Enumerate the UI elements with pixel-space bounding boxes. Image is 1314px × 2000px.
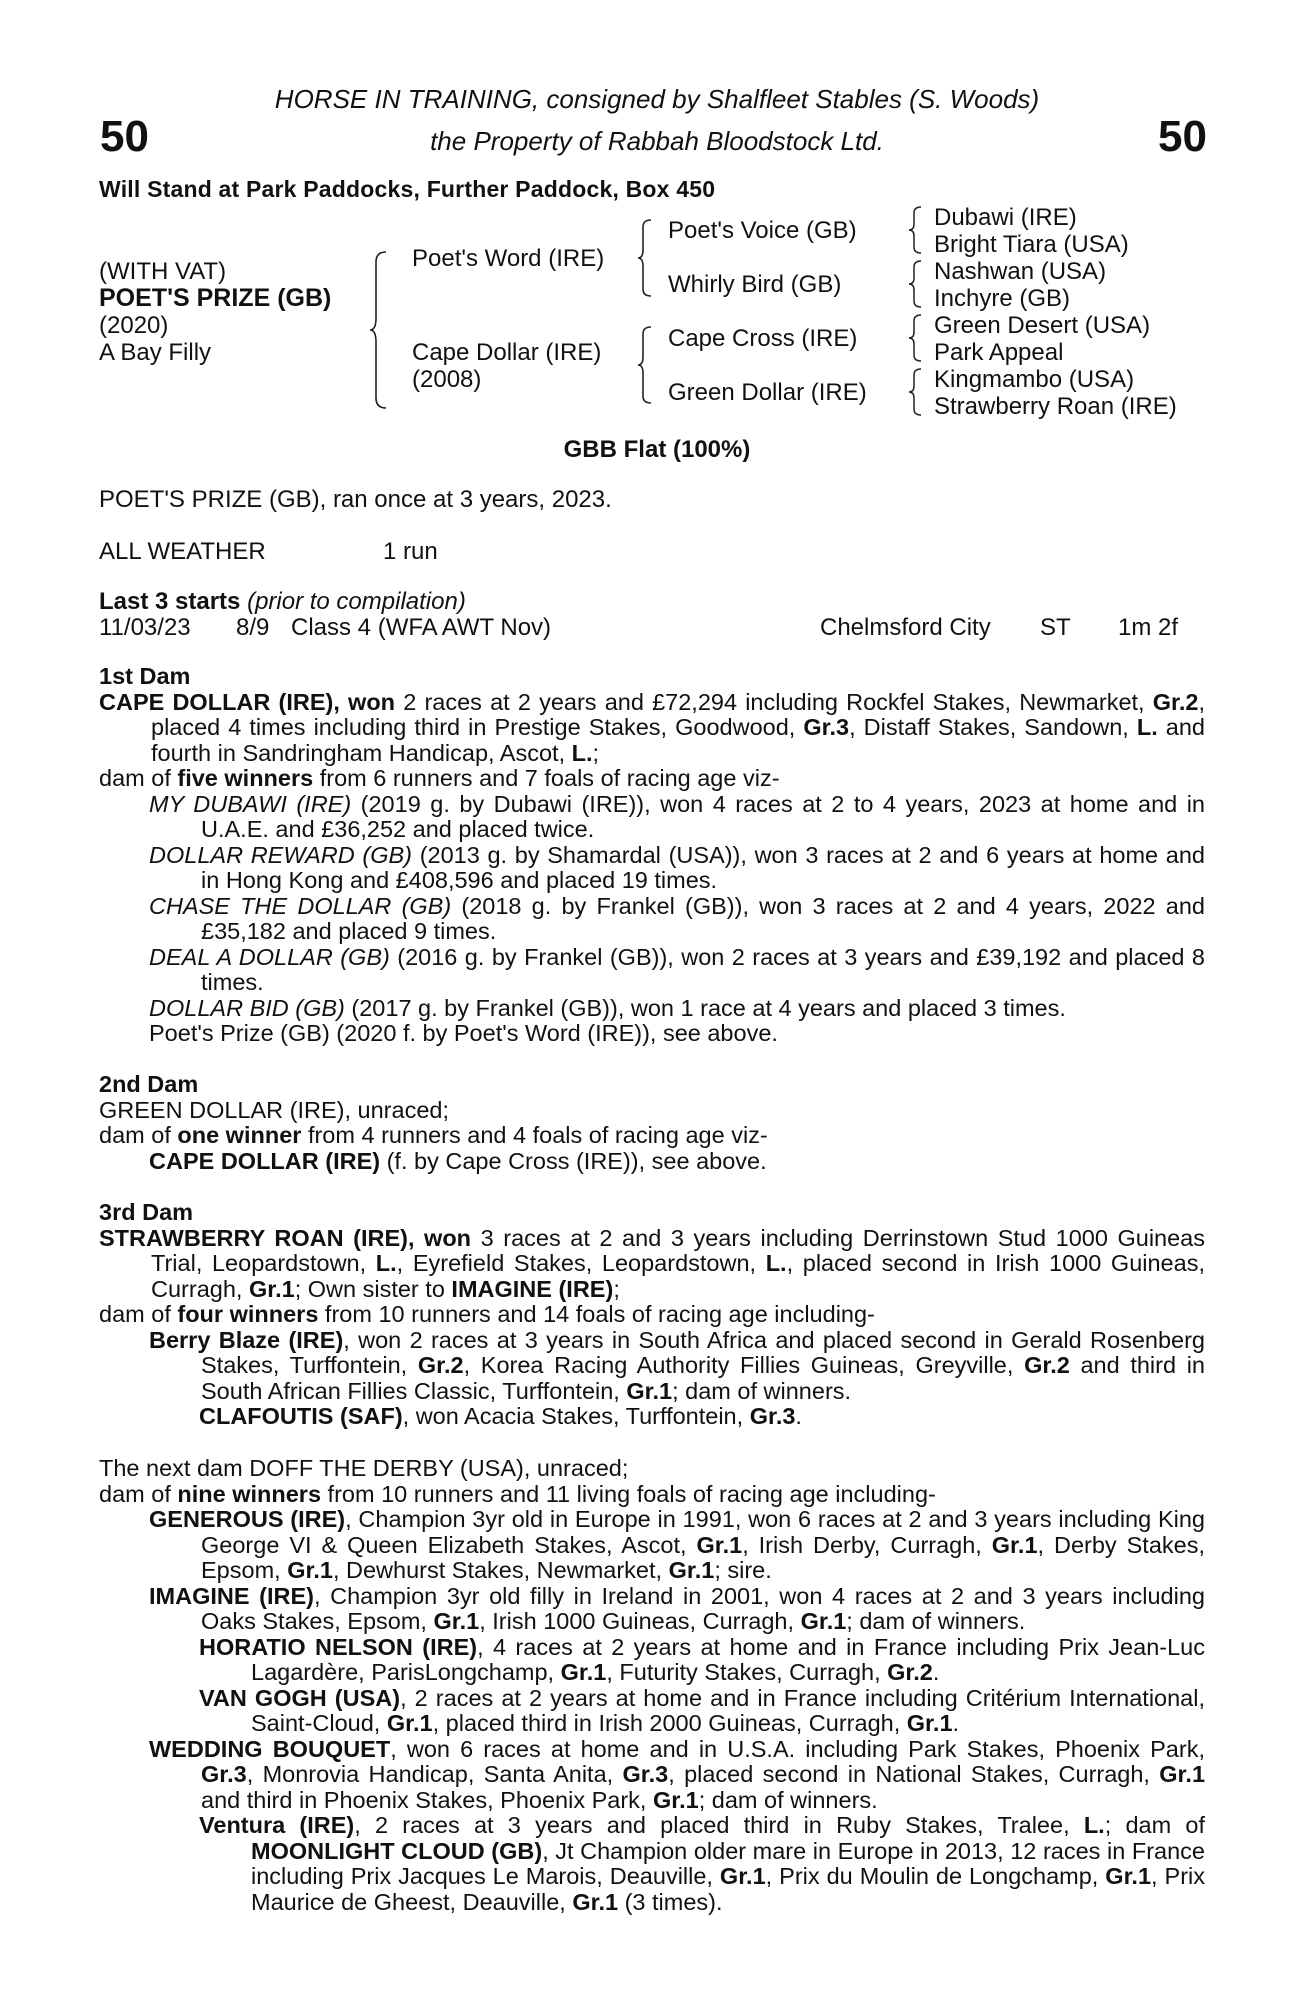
dam-name: Cape Dollar (IRE) [412,339,602,366]
dds: Kingmambo (USA) [934,366,1135,393]
first-dam-produce-summary: dam of five winners from 6 runners and 7 foals of racing age viz- [99,765,780,791]
list-item: Ventura (IRE), 2 races at 3 years and placed third in Ruby Stakes, Tralee, L.; dam of MOONLIGHT CLOUD (GB), Jt Champion older mare in Europe in 2013, 12 races in France including Prix Jacques Le Marois, Deauville, Gr.1, Prix du Moulin de Longchamp, Gr.1, Prix Maurice de Gheest, Deauville, Gr.1 (3 times). [199,1812,1205,1915]
sss: Dubawi (IRE) [934,204,1077,231]
list-item: CLAFOUTIS (SAF), won Acacia Stakes, Turffontein, Gr.3. [199,1403,802,1429]
vat-label: (WITH VAT) [99,258,227,285]
third-dam-produce-summary: dam of four winners from 10 runners and 14 foals of racing age including- [99,1301,875,1327]
third-dam-record: STRAWBERRY ROAN (IRE), won 3 races at 2 and 3 years including Derrinstown Stud 1000 Guineas Trial, Leopardstown, L., Eyrefield Stakes, Leopardstown, L., placed second in Irish 1000 Guineas, Curragh, Gr.1; Own sister to IMAGINE (IRE); [99,1224,1205,1302]
dam-year: (2008) [412,366,482,393]
brace-icon [907,313,923,363]
second-dam-produce-summary: dam of one winner from 4 runners and 4 foals of racing age viz- [99,1122,768,1148]
list-item: HORATIO NELSON (IRE), 4 races at 2 years at home and in France including Prix Jean-Luc Lagardère, ParisLongchamp, Gr.1, Futurity Stakes, Curragh, Gr.2. [199,1633,1205,1685]
first-dam-section [99,664,1205,1047]
ddd: Strawberry Roan (IRE) [934,393,1177,420]
lot-number-right: 50 [1158,112,1207,161]
race-summary: POET'S PRIZE (GB), ran once at 3 years, 2023. [99,486,612,513]
start-going: ST [1040,614,1071,641]
dam-sire: Cape Cross (IRE) [668,325,858,352]
second-dam-record: GREEN DOLLAR (IRE), unraced; [99,1096,449,1123]
start-distance: 1m 2f [1118,614,1179,641]
third-dam-section [99,1200,1205,1430]
next-dam-section [99,1456,1205,1915]
first-dam-title: 1st Dam [99,663,191,689]
gbb-rating: GBB Flat (100%) [563,436,751,463]
dss: Green Desert (USA) [934,312,1151,339]
list-item: GENEROUS (IRE), Champion 3yr old in Europe in 1991, won 6 races at 2 and 3 years including King George VI & Queen Elizabeth Stakes, Ascot, Gr.1, Irish Derby, Curragh, Gr.1, Derby Stakes, Epsom, Gr.1, Dewhurst Stakes, Newmarket, Gr.1; sire. [149,1506,1205,1583]
dam-dam: Green Dollar (IRE) [668,379,867,406]
sire-dam: Whirly Bird (GB) [668,271,842,298]
horse-year: (2020) [99,312,169,339]
lot-number-left: 50 [100,112,149,161]
sire-name: Poet's Word (IRE) [412,245,605,272]
brace-icon [636,325,654,405]
list-item: Berry Blaze (IRE), won 2 races at 3 years in South Africa and placed second in Gerald Rosenberg Stakes, Turffontein, Gr.2, Korea Racing Authority Fillies Guineas, Greyville, Gr.2 and third in South African Fillies Classic, Turffontein, Gr.1; dam of winners. [149,1326,1206,1404]
dsd: Park Appeal [934,339,1064,366]
ssd: Bright Tiara (USA) [934,231,1129,258]
property-line: the Property of Rabbah Bloodstock Ltd. [430,126,884,156]
list-item: DOLLAR REWARD (GB) (2013 g. by Shamardal (USA)), won 3 races at 2 and 6 years at home and in Hong Kong and £408,596 and placed 19 times. [149,841,1205,893]
list-item: VAN GOGH (USA), 2 races at 2 years at home and in France including Critérium International, Saint-Cloud, Gr.1, placed third in Irish 2000 Guineas, Curragh, Gr.1. [199,1684,1205,1736]
start-date: 11/03/23 [99,614,191,641]
list-item: CAPE DOLLAR (IRE) (f. by Cape Cross (IRE)), see above. [149,1147,767,1174]
stand-location: Will Stand at Park Paddocks, Further Paddock, Box 450 [99,176,716,202]
second-dam-title: 2nd Dam [99,1071,199,1097]
start-position: 8/9 [236,614,270,641]
sdd: Inchyre (GB) [934,285,1071,312]
sire-sire: Poet's Voice (GB) [668,217,857,244]
list-item: IMAGINE (IRE), Champion 3yr old filly in Ireland in 2001, won 4 races at 2 and 3 years including Oaks Stakes, Epsom, Gr.1, Irish 1000 Guineas, Curragh, Gr.1; dam of winners. [149,1582,1205,1634]
last-starts-note: (prior to compilation) [247,588,466,615]
list-item: MY DUBAWI (IRE) (2019 g. by Dubawi (IRE)), won 4 races at 2 to 4 years, 2023 at home and in U.A.E. and £36,252 and placed twice. [149,790,1205,842]
all-weather-label: ALL WEATHER [99,538,266,565]
list-item: Poet's Prize (GB) (2020 f. by Poet's Word (IRE)), see above. [149,1020,778,1046]
start-course: Chelmsford City [820,614,991,641]
consignor-line: HORSE IN TRAINING, consigned by Shalfleet Stables (S. Woods) [274,84,1040,114]
brace-icon [636,218,654,298]
list-item: DOLLAR BID (GB) (2017 g. by Frankel (GB)), won 1 race at 4 years and placed 3 times. [149,994,1066,1021]
third-dam-title: 3rd Dam [99,1199,194,1225]
brace-icon [907,205,923,255]
second-dam-section [99,1072,1205,1174]
list-item: DEAL A DOLLAR (GB) (2016 g. by Frankel (GB)), won 2 races at 3 years and £39,192 and placed 8 times. [149,943,1205,995]
first-dam-record: CAPE DOLLAR (IRE), won 2 races at 2 years and £72,294 including Rockfel Stakes, Newmarket, Gr.2, placed 4 times including third in Prestige Stakes, Goodwood, Gr.3, Distaff Stakes, Sandown, L. and fourth in Sandringham Handicap, Ascot, L.; [99,688,1205,766]
all-weather-value: 1 run [383,538,438,565]
start-race: Class 4 (WFA AWT Nov) [291,614,552,641]
brace-icon [907,367,923,417]
list-item: CHASE THE DOLLAR (GB) (2018 g. by Frankel (GB)), won 3 races at 2 and 4 years, 2022 and £35,182 and placed 9 times. [149,892,1205,944]
last-starts-title: Last 3 starts [99,588,241,615]
horse-description: A Bay Filly [99,339,212,366]
next-dam-produce-summary: dam of nine winners from 10 runners and 11 living foals of racing age including- [99,1480,936,1507]
list-item: WEDDING BOUQUET, won 6 races at home and in U.S.A. including Park Stakes, Phoenix Park, Gr.3, Monrovia Handicap, Santa Anita, Gr.3, placed second in National Stakes, Curragh, Gr.1 and third in Phoenix Stakes, Phoenix Park, Gr.1; dam of winners. [149,1735,1206,1813]
horse-name: POET'S PRIZE (GB) [99,284,332,312]
brace-icon [368,250,390,410]
next-dam-record: The next dam DOFF THE DERBY (USA), unraced; [99,1455,629,1481]
sds: Nashwan (USA) [934,258,1107,285]
brace-icon [907,259,923,309]
